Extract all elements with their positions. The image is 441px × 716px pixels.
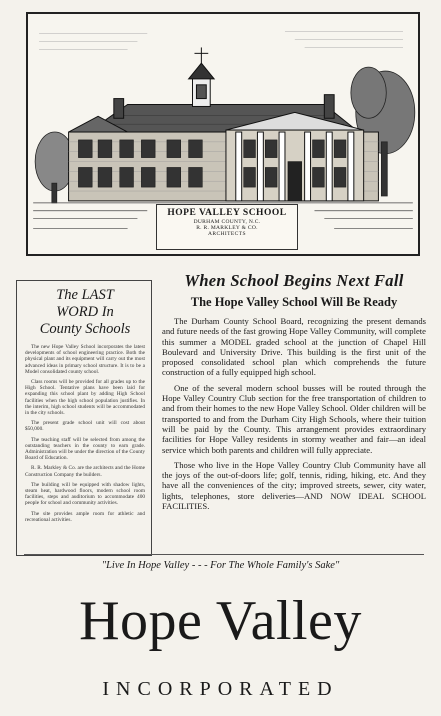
brand-name: Hope Valley: [79, 590, 362, 652]
sidebar-title-line2: WORD In: [56, 304, 114, 320]
sidebar-paragraph: Class rooms will be provided for all grades up to the High School. Tentative plans have been laid for expanding this school plant by adding High School facilities when the high school population justifies. In the interim, high school students will be accommodated in the city schools.: [25, 379, 145, 417]
sidebar-paragraph: The present grade school unit will cost about $50,000.: [25, 420, 145, 433]
plaque-architect: R. R. MARKLEY & CO.: [196, 225, 258, 231]
brand-subtitle: INCORPORATED: [102, 678, 339, 700]
article-paragraph: The Durham County School Board, recognizing the present demands and future needs of the fast growing Hope Valley Community, will complete this summer a MODEL graded school at the junction of Chapel Hill Boulevard and University Drive. This building is the first unit of the proposed consolidated school plan which comprehends the future construction of a fully equipped high school.: [162, 316, 426, 378]
school-name-plaque: [156, 204, 298, 250]
plaque-title: HOPE VALLEY SCHOOL: [167, 208, 287, 218]
sidebar-title: [25, 287, 145, 338]
sidebar-box: [16, 280, 152, 556]
headline: When School Begins Next Fall: [184, 271, 404, 290]
plaque-location: DURHAM COUNTY, N.C.: [193, 219, 261, 225]
sidebar-paragraph: The site provides ample room for athletic and recreational activities.: [25, 510, 145, 523]
school-illustration: [26, 12, 420, 256]
article-paragraph: Those who live in the Hope Valley Country Club Community have all the joys of the out-of-doors life; golf, tennis, riding, hiking, etc. And they have all the conveniences of the city; improved streets, sewer, city water, lights, telephones, store deliveries—AND NOW IDEAL SCHOOL FACILITIES.: [162, 459, 426, 512]
sidebar-title-line1: The LAST: [56, 287, 114, 303]
plaque-role: ARCHITECTS: [208, 231, 246, 237]
sidebar-title-line3: County Schools: [39, 321, 131, 337]
slogan: "Live In Hope Valley - - - For The Whole Family's Sake": [101, 560, 340, 571]
article-paragraph: One of the several modern school busses will be routed through the Hope Valley Country Club section for the free transportation of children to and from their homes to the new Hope Valley School. Older children will be transported to and from the Durham City High Schools, where their tuition will be paid by the County. This arrangement provides extraordinary facilities for Hope Valley residents in stormy weather and fair—an ideal service which both parents and children will fully appreciate.: [162, 382, 426, 455]
cupola: [189, 47, 215, 106]
main-article: [162, 271, 426, 516]
sidebar-paragraph: The teaching staff will be selected from among the outstanding teachers in the county to earn grade. Administration will be under the direction of the County Board of Education.: [25, 436, 145, 462]
sidebar-paragraph: The building will be equipped with shadow lights, steam heat, hardwood floors, modern school room facilities, steps and auditorium to accommodate 400 people for school and community activities.: [25, 481, 145, 507]
footer-divider: [24, 554, 424, 555]
sidebar-paragraph: R. R. Markley & Co. are the architects and the Home Construction Company the builders.: [25, 465, 145, 478]
subheadline: The Hope Valley School Will Be Ready: [190, 295, 398, 309]
sidebar-paragraph: The new Hope Valley School incorporates the latest developments of school engineering practice. Both the physical plant and its equipment will carry out the most advanced ideas in primary school structure. It is to be a Model consolidated county school.: [25, 344, 145, 375]
